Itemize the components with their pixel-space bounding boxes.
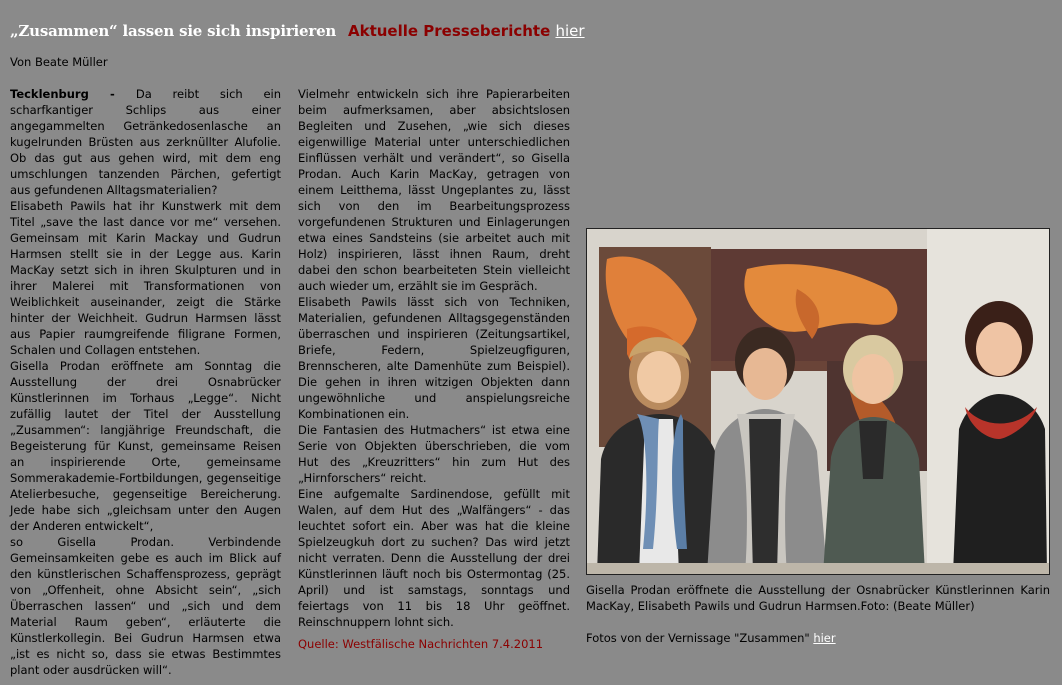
- photo-illustration: [587, 229, 1049, 574]
- paragraph: Elisabeth Pawils hat ihr Kunstwerk mit dem Titel „save the last dance vor me“ versehen. Gemeinsam mit Karin Mackay und Gudrun Harmsen stellt sie in der Legge aus. Karin MacKay setzt sich in ihren Skulpturen und in ihrer Malerei mit Transformationen von Weiblichkeit auseinander, zeigt die Stärke hinter der Weichheit. Gudrun Harmsen lässt aus Papier raumgreifende filigrane Formen, Schalen und Collagen entstehen.: [10, 199, 281, 357]
- exhibition-photo: [586, 228, 1050, 575]
- dateline-separator: -: [88, 87, 136, 101]
- gallery-line: [586, 631, 836, 645]
- paragraph: Elisabeth Pawils lässt sich von Techniken, Materialien, gefundenen Alltagsgegenständen überraschen und inspirieren (Zeitungsartikel, Briefe, Federn, Spielzeugfiguren, Brennscheren, alte Damenhüte zum Beispiel). Die gehen in ihren witzigen Objekten dann ungewöhnliche und anspielungsreiche Kombinationen ein.: [298, 295, 570, 421]
- paragraph-text: Da reibt sich ein scharfkantiger Schlips aus einer angegammelten Getränkedosenlasche an kugelrunden Brüsten aus zerknüllter Alufolie. Ob das gut aus gehen wird, mit dem eng umschlungen tanzenden Pärchen, gefertigt aus gefundenen Alltagsmaterialien?: [10, 87, 282, 197]
- dateline: Tecklenburg: [10, 87, 89, 101]
- paragraph: Gisella Prodan eröffnete am Sonntag die Ausstellung der drei Osnabrücker Künstlerinnen im Torhaus „Legge“. Nicht zufällig lautet der Titel der Ausstellung „Zusammen“: langjährige Freundschaft, die Begeisterung für Kunst, gemeinsame Reisen an inspirierende Orte, gemeinsame Sommerakademie-Fortbildungen, gegenseitige Atelierbesuche, gegenseitige Bereicherung. Jede habe sich „gleichsam unter den Augen der Anderen entwickelt“,: [10, 359, 281, 533]
- photo-caption: Gisella Prodan eröffnete die Ausstellung der Osnabrücker Künstlerinnen Karin MacKay, Elisabeth Pawils und Gudrun Harmsen.Foto: (Beate Müller): [586, 583, 1050, 613]
- paragraph: Die Fantasien des Hutmachers“ ist etwa eine Serie von Objekten überschrieben, die vom Hut des „Kreuzritters“ hin zum Hut des „Hirnforschers“ reicht.: [298, 423, 570, 485]
- press-reports-heading: [348, 22, 585, 40]
- gallery-label: Fotos von der Vernissage "Zusammen": [586, 631, 810, 645]
- paragraph: Eine aufgemalte Sardinendose, gefüllt mit Walen, auf dem Hut des „Walfängers“ - das leuchtet sofort ein. Aber was hat die kleine Spielzeugkuh dort zu suchen? Das wird jetzt nicht verraten. Denn die Ausstellung der drei Künstlerinnen läuft noch bis Ostermontag (25. April) und ist samstags, sonntags und feiertags von 11 bis 18 Uhr geöffnet. Reinschnuppern lohnt sich.: [298, 487, 570, 629]
- article-column-2: [298, 86, 570, 652]
- source-line: [298, 636, 570, 652]
- paragraph: so Gisella Prodan. Verbindende Gemeinsamkeiten gebe es auch im Blick auf den künstlerischen Schaffensprozess, geprägt von „Offenheit, ohne Absicht sein“, „sich Überraschen lassen“ und „sich und dem Material Raum geben“, erläuterte die Künstlerkollegin. Bei Gudrun Harmsen etwa „ist es nicht so, dass sie etwas Bestimmtes plant oder ausdrücken will“.: [10, 535, 281, 677]
- byline: Von Beate Müller: [10, 55, 108, 69]
- gallery-link[interactable]: hier: [813, 631, 836, 645]
- article-column-1: [10, 86, 281, 678]
- article-title: „Zusammen“ lassen sie sich inspirieren: [10, 22, 337, 40]
- paragraph: Vielmehr entwickeln sich ihre Papierarbeiten beim aufmerksamen, aber absichtslosen Begleiten und Zusehen, „wie sich dieses eigenwillige Material unter unterschiedlichen Einflüssen verhält und verändert“, so Gisella Prodan. Auch Karin MacKay, getragen von einem Leitthema, lässt Ungeplantes zu, lässt sich von den im Bearbeitungsprozess vorgefundenen Strukturen und Einlagerungen etwa eines Sandsteins (sie arbeitet auch mit Holz) inspirieren, lässt ihnen Raum, dreht dabei den schon bearbeiteten Stein vielleicht auch wieder um, erzählt sie im Gespräch.: [298, 87, 570, 293]
- source-text: Quelle: Westfälische Nachrichten 7.4.2011: [298, 637, 544, 651]
- press-reports-link[interactable]: hier: [555, 22, 585, 40]
- paragraph: [10, 86, 281, 198]
- press-reports-label: Aktuelle Presseberichte: [348, 22, 551, 40]
